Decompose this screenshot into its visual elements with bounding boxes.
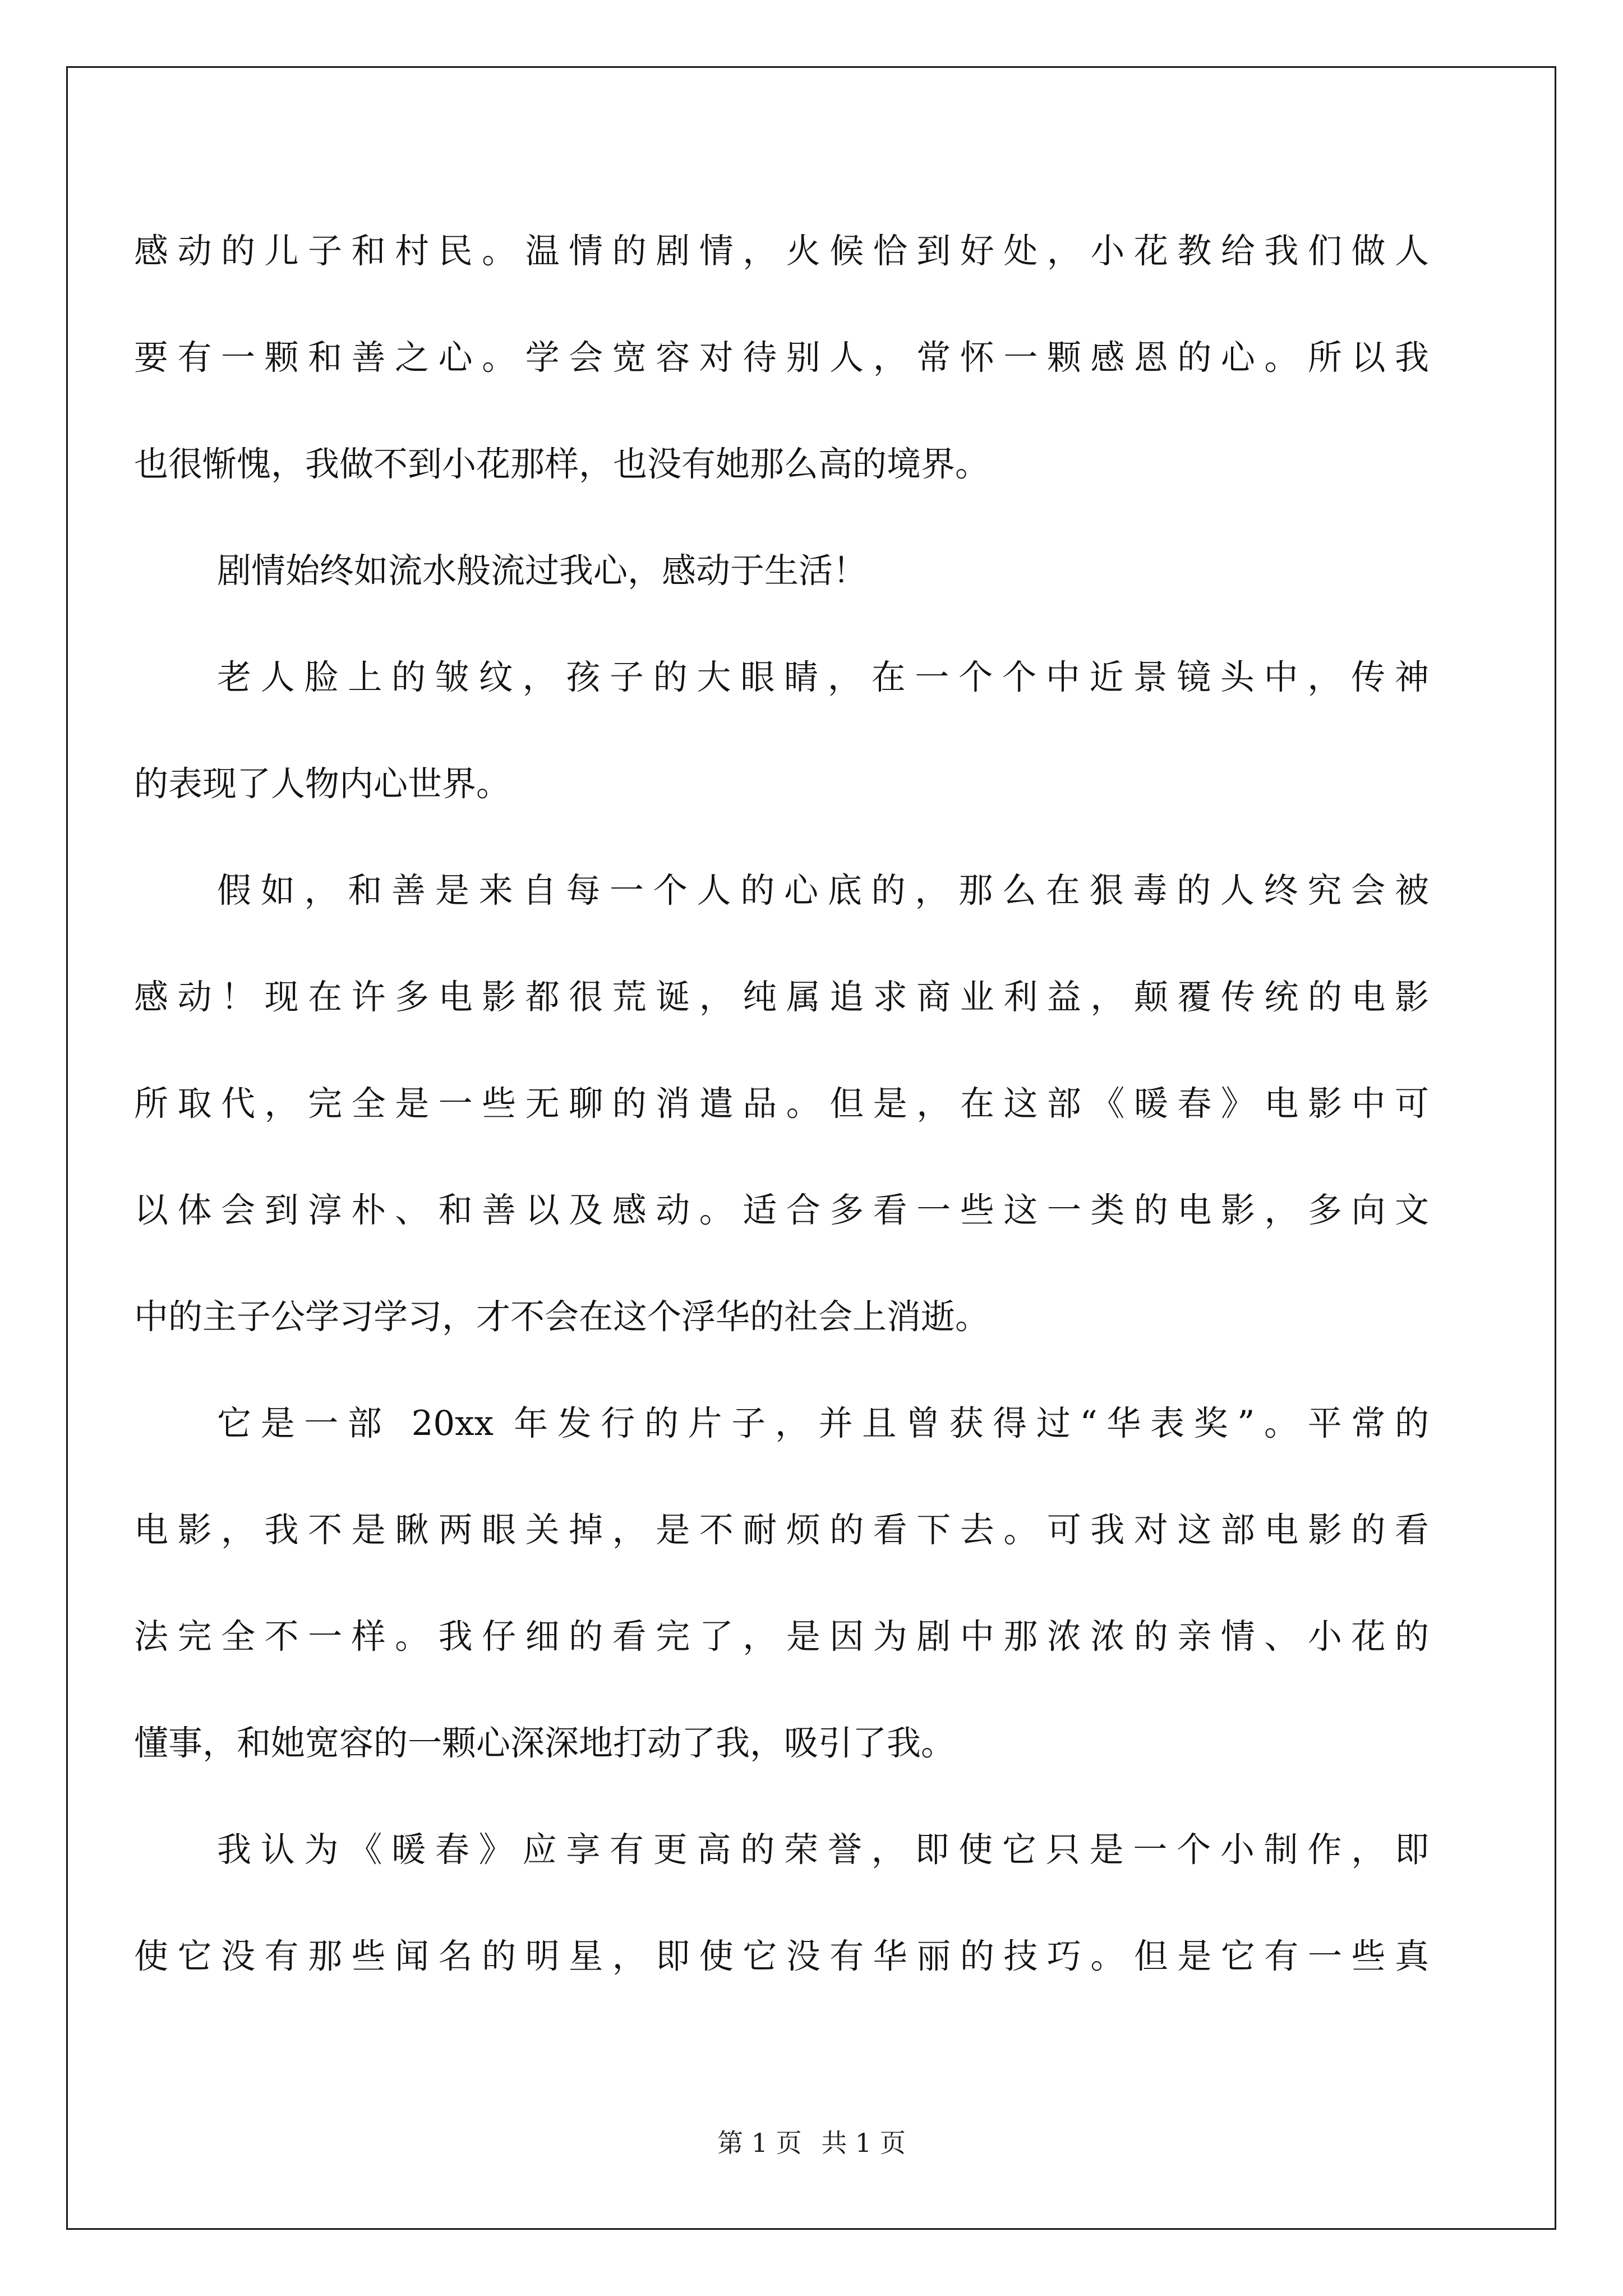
text-line: 要有一颗和善之心。学会宽容对待别人，常怀一颗感恩的心。所以我: [134, 338, 1429, 378]
text-line: 所取代，完全是一些无聊的消遣品。但是，在这部《暖春》电影中可: [134, 1084, 1429, 1124]
text-line: 使它没有那些闻名的明星，即使它没有华丽的技巧。但是它有一些真: [134, 1936, 1429, 1976]
text-line: 法完全不一样。我仔细的看完了，是因为剧中那浓浓的亲情、小花的: [134, 1617, 1429, 1657]
page-total: 共 1 页: [821, 2128, 906, 2158]
text-line: 感动的儿子和村民。温情的剧情，火候恰到好处，小花教给我们做人: [134, 231, 1429, 271]
text-line: 也很惭愧，我做不到小花那样，也没有她那么高的境界。: [134, 444, 990, 484]
text-line: 假如，和善是来自每一个人的心底的，那么在狠毒的人终究会被: [217, 871, 1429, 910]
text-line: 以体会到淳朴、和善以及感动。适合多看一些这一类的电影，多向文: [134, 1190, 1429, 1230]
text-line: 感动！现在许多电影都很荒诞，纯属追求商业利益，颠覆传统的电影: [134, 977, 1429, 1017]
text-line: 懂事，和她宽容的一颗心深深地打动了我，吸引了我。: [134, 1723, 956, 1763]
text-line: 剧情始终如流水般流过我心，感动于生活！: [217, 551, 868, 591]
text-line: 它是一部 20xx 年发行的片子，并且曾获得过“华表奖”。平常的: [217, 1404, 1429, 1443]
text-line: 老人脸上的皱纹，孩子的大眼睛，在一个个中近景镜头中，传神: [217, 657, 1429, 697]
page-number: 第 1 页: [717, 2128, 802, 2158]
text-line: 电影，我不是瞅两眼关掉，是不耐烦的看下去。可我对这部电影的看: [134, 1510, 1429, 1550]
text-line: 中的主子公学习学习，才不会在这个浮华的社会上消逝。: [134, 1297, 990, 1337]
text-line: 我认为《暖春》应享有更高的荣誉，即使它只是一个小制作，即: [217, 1830, 1429, 1870]
page-footer: [0, 2126, 1623, 2160]
text-line: 的表现了人物内心世界。: [134, 764, 511, 804]
